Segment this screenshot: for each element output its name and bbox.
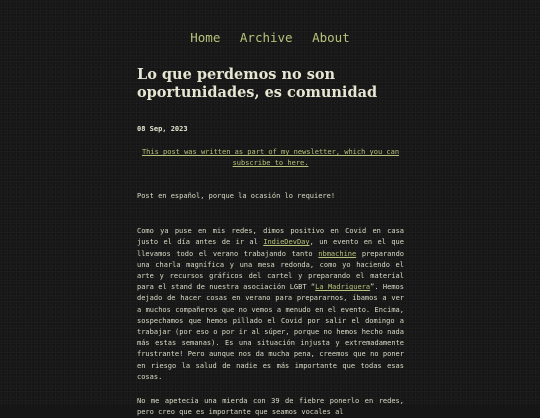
post-title: Lo que perdemos no son oportunidades, es comunidad [137,66,378,101]
intro-paragraph: Post en español, porque la ocasión lo requiere! [137,192,336,200]
post-article [137,66,404,418]
post-date: 08 Sep, 2023 [137,125,188,133]
indiedevday-link[interactable]: IndieDevDay [263,238,310,247]
nbmachine-link[interactable]: nbmachine [318,249,357,258]
newsletter-subscribe-link[interactable]: This post was written as part of my newsletter, which you can subscribe to here. [141,148,400,167]
paragraph-text: , un evento en el que llevamos todo el verano trabajando tanto [137,238,404,258]
la-madriguera-link[interactable]: La Madriguera [315,283,371,292]
paragraph-text: Como ya puse en mis redes, dimos positivo en Covid en casa justo el día antes de ir al [137,227,404,247]
nav-home-link[interactable]: Home [190,30,221,45]
body-paragraph-fever: No me apetecía una mierda con 39 de fiebre ponerlo en redes, pero creo que es importante que seamos vocales al [137,397,404,417]
nav-archive-link[interactable]: Archive [239,30,293,45]
paragraph-text: preparando una charla magnífica y una mesa redonda, como yo haciendo el arte y recursos gráficos del cartel y preparando el material para el stand de nuestra asociación LGBT “ [137,249,404,292]
nav-about-link[interactable]: About [312,30,350,45]
paragraph-text: ”. Hemos dejado de hacer cosas en verano para prepararnos, íbamos a ver a muchos compañeros que no vemos a menudo en el evento. Encima, sospechamos que hemos pillado el Covid por salir el domingo a trabajar (por eso o por ir al súper, porque no hemos hecho nada más estas semanas). Es una situación injusta y extremadamente frustrante! Pero aunque nos da mucha pena, creemos que no poner en riesgo la salud de nadie es más importante que todas esas cosas. [137,283,404,381]
top-nav [0,30,540,45]
body-paragraph-covid [137,226,404,383]
